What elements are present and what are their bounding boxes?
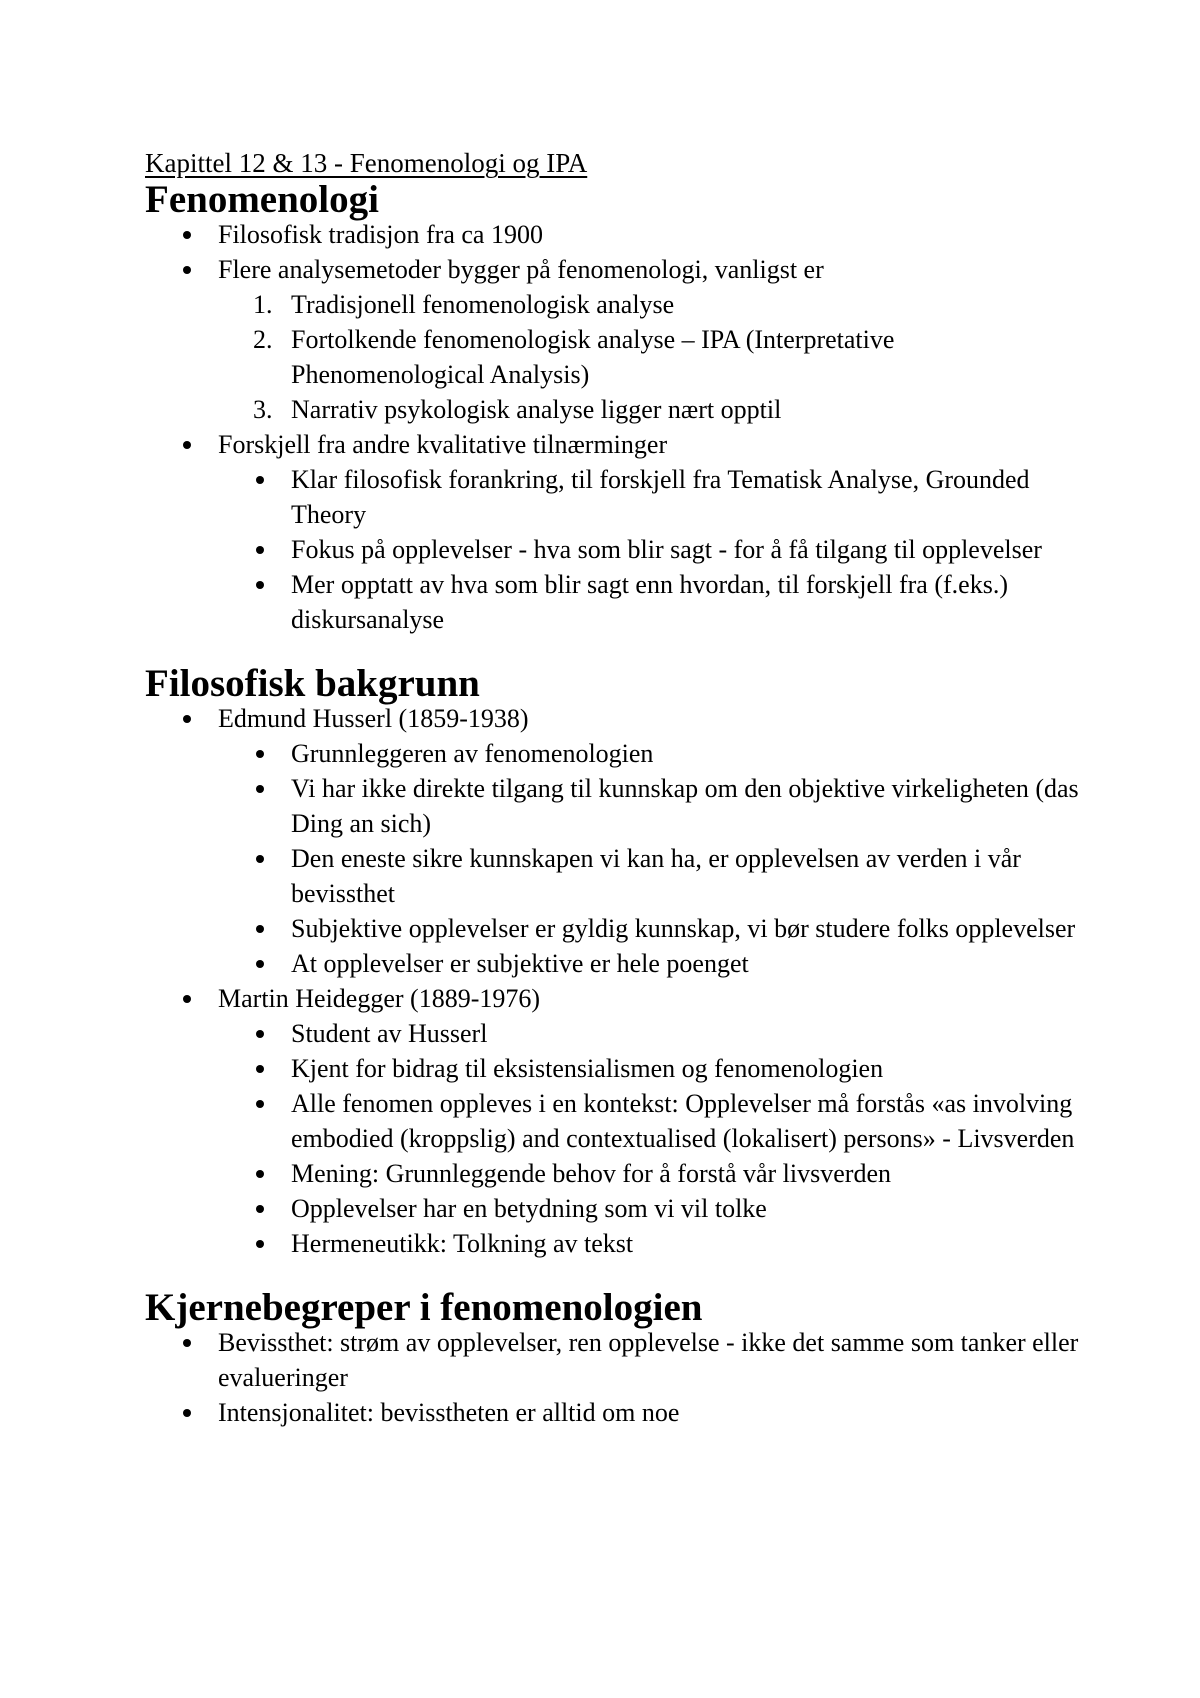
list-item-text: Filosofisk tradisjon fra ca 1900: [218, 220, 543, 249]
list-item-text: Narrativ psykologisk analyse ligger nært opptil: [291, 395, 782, 424]
sub-list-item: [145, 771, 1085, 841]
sub-list-item: [145, 1226, 1085, 1261]
bullet-list: [145, 427, 1085, 637]
bullet-list: [145, 1325, 1085, 1430]
bullet-icon: [256, 532, 266, 567]
section-fenomenologi: [145, 178, 1085, 637]
list-item-text: Hermeneutikk: Tolkning av tekst: [291, 1229, 634, 1258]
bullet-icon: [256, 462, 266, 497]
bullet-icon: [183, 217, 193, 252]
list-item-text: Opplevelser har en betydning som vi vil tolke: [291, 1194, 767, 1223]
bullet-icon: [256, 911, 266, 946]
bullet-icon: [183, 252, 193, 287]
bullet-icon: [256, 841, 266, 876]
list-item-text: Mening: Grunnleggende behov for å forstå vår livsverden: [291, 1159, 891, 1188]
bullet-icon: [183, 701, 193, 736]
bullet-icon: [183, 981, 193, 1016]
sub-list-item: [145, 736, 1085, 771]
sub-list-item: [145, 911, 1085, 946]
bullet-icon: [256, 771, 266, 806]
section-kjernebegreper: [145, 1286, 1085, 1430]
sub-list-item: [145, 532, 1085, 567]
list-item-text: Den eneste sikre kunnskapen vi kan ha, er opplevelsen av verden i vår bevissthet: [291, 844, 1021, 908]
list-item-text: Mer opptatt av hva som blir sagt enn hvordan, til forskjell fra (f.eks.) diskursanalyse: [291, 570, 1008, 634]
bullet-icon: [183, 1395, 193, 1430]
bullet-icon: [183, 427, 193, 462]
list-item-text: Subjektive opplevelser er gyldig kunnskap, vi bør studere folks opplevelser: [291, 914, 1076, 943]
sub-list-item: [145, 462, 1085, 532]
bullet-icon: [256, 567, 266, 602]
list-item-text: Kjent for bidrag til eksistensialismen og fenomenologien: [291, 1054, 884, 1083]
section-heading: Fenomenologi: [145, 178, 379, 221]
bullet-icon: [256, 1226, 266, 1261]
document-title: Kapittel 12 & 13 - Fenomenologi og IPA: [145, 148, 588, 178]
bullet-icon: [256, 1016, 266, 1051]
sub-list-item: [145, 1051, 1085, 1086]
sub-list-item: [145, 1191, 1085, 1226]
list-item: [145, 1325, 1085, 1395]
list-item: [145, 1395, 1085, 1430]
section-heading: Filosofisk bakgrunn: [145, 662, 480, 705]
list-item-text: Forskjell fra andre kvalitative tilnærminger: [218, 430, 668, 459]
bullet-icon: [256, 1051, 266, 1086]
list-item-text: Tradisjonell fenomenologisk analyse: [291, 290, 675, 319]
bullet-icon: [256, 1156, 266, 1191]
item-number: 3.: [253, 395, 273, 424]
list-item-text: Edmund Husserl (1859-1938): [218, 704, 529, 733]
list-item-text: Flere analysemetoder bygger på fenomenologi, vanligst er: [218, 255, 824, 284]
sub-list-item: [145, 1156, 1085, 1191]
list-item: [145, 981, 1085, 1016]
item-number: 1.: [253, 290, 273, 319]
sub-list-item: [145, 946, 1085, 981]
sub-list-item: [145, 1016, 1085, 1051]
sub-list-item: [145, 841, 1085, 911]
list-item: [145, 427, 1085, 462]
list-item-text: Vi har ikke direkte tilgang til kunnskap om den objektive virkeligheten (das Ding an sich): [291, 774, 1079, 838]
list-item-text: Intensjonalitet: bevisstheten er alltid om noe: [218, 1398, 680, 1427]
bullet-icon: [256, 736, 266, 771]
bullet-icon: [256, 946, 266, 981]
list-item-text: Klar filosofisk forankring, til forskjell fra Tematisk Analyse, Grounded Theory: [291, 465, 1030, 529]
list-item-text: Martin Heidegger (1889-1976): [218, 984, 541, 1013]
sub-list-item: [145, 1086, 1085, 1156]
list-item: [145, 252, 1085, 287]
item-number: 2.: [253, 325, 273, 354]
bullet-list: [145, 701, 1085, 1261]
list-item-text: Fortolkende fenomenologisk analyse – IPA (Interpretative Phenomenological Analysis): [291, 325, 895, 389]
list-item: [145, 701, 1085, 736]
bullet-list: [145, 217, 1085, 287]
bullet-icon: [256, 1191, 266, 1226]
sub-list-item: [145, 567, 1085, 637]
numbered-item: [145, 392, 1085, 427]
bullet-icon: [183, 1325, 193, 1360]
list-item-text: Student av Husserl: [291, 1019, 488, 1048]
list-item-text: At opplevelser er subjektive er hele poenget: [291, 949, 749, 978]
section-filosofisk-bakgrunn: [145, 662, 1085, 1261]
numbered-item: [145, 322, 1085, 392]
list-item-text: Bevissthet: strøm av opplevelser, ren opplevelse - ikke det samme som tanker eller evalueringer: [218, 1328, 1079, 1392]
section-heading: Kjernebegreper i fenomenologien: [145, 1286, 703, 1329]
list-item-text: Alle fenomen oppleves i en kontekst: Opplevelser må forstås «as involving embodied (kroppslig) and contextualised (lokalisert) persons» - Livsverden: [291, 1089, 1075, 1153]
list-item-text: Grunnleggeren av fenomenologien: [291, 739, 654, 768]
numbered-list: [145, 287, 1085, 427]
list-item-text: Fokus på opplevelser - hva som blir sagt - for å få tilgang til opplevelser: [291, 535, 1042, 564]
document-page: [145, 145, 1085, 1430]
numbered-item: [145, 287, 1085, 322]
bullet-icon: [256, 1086, 266, 1121]
list-item: [145, 217, 1085, 252]
